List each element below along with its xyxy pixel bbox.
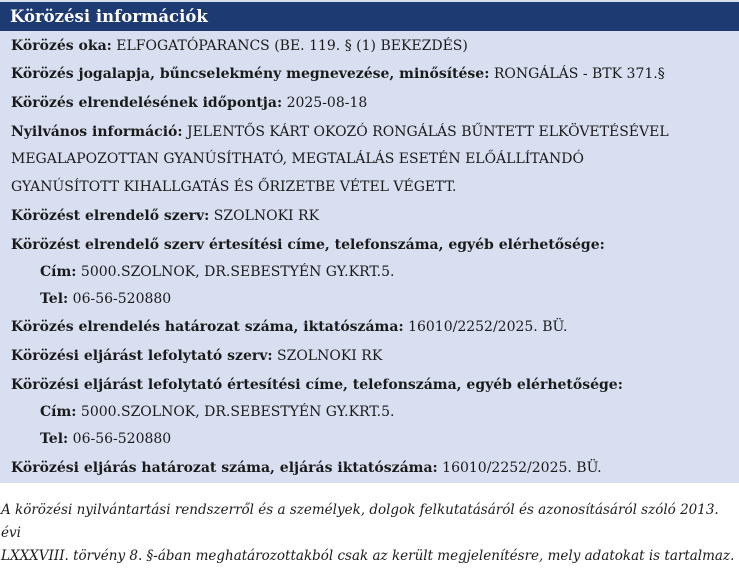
panel-title: Körözési információk [0, 2, 739, 31]
field-value: 5000.SZOLNOK, DR.SEBESTYÉN GY.KRT.5. [80, 264, 395, 280]
field-lefolytato-ertesitesi [11, 371, 731, 399]
field-label: Nyilvános információ: [11, 124, 183, 140]
field-value: 2025-08-18 [286, 95, 368, 111]
field-elrendelo-ertesitesi [11, 231, 731, 259]
field-idopont [11, 89, 731, 117]
footnote-line: A körözési nyilvántartási rendszerről és a személyek, dolgok felkutatásáról és azonosításáról szóló 2013. évi [1, 502, 719, 541]
field-nyilvanos-cont [11, 173, 731, 201]
legal-footnote [1, 499, 737, 568]
field-elrendelo-szerv [11, 202, 731, 230]
field-elrendelo-tel [40, 285, 739, 313]
field-value: 06-56-520880 [72, 291, 172, 307]
field-nyilvanos-cont [11, 145, 731, 173]
field-label: Körözés elrendelésének időpontja: [11, 95, 283, 111]
field-value-line: GYANÚSÍTOTT KIHALLGATÁS ÉS ŐRIZETBE VÉTEL VÉGETT. [11, 179, 457, 195]
field-label: Körözési eljárást lefolytató szerv: [11, 348, 273, 364]
field-label: Körözést elrendelő szerv: [11, 208, 210, 224]
field-label: Körözést elrendelő szerv értesítési címe, telefonszáma, egyéb elérhetősége: [11, 237, 605, 253]
field-value: SZOLNOKI RK [277, 348, 383, 364]
field-lefolytato-cim [40, 398, 739, 426]
field-value: 06-56-520880 [72, 431, 172, 447]
field-ok [11, 32, 731, 60]
field-label: Körözési eljárást lefolytató értesítési címe, telefonszáma, egyéb elérhetősége: [11, 377, 623, 393]
field-value: ELFOGATÓPARANCS (BE. 119. § (1) BEKEZDÉS) [116, 38, 468, 54]
field-label: Körözés jogalapja, bűncselekmény megnevezése, minősítése: [11, 66, 490, 82]
field-label: Körözés elrendelés határozat száma, iktatószáma: [11, 319, 404, 335]
field-value: 5000.SZOLNOK, DR.SEBESTYÉN GY.KRT.5. [80, 404, 395, 420]
field-hatarozat [11, 313, 731, 341]
field-label: Tel: [40, 291, 69, 307]
field-label: Körözési eljárás határozat száma, eljárás iktatószáma: [11, 460, 438, 476]
field-elrendelo-cim [40, 258, 739, 286]
field-value: SZOLNOKI RK [213, 208, 320, 224]
field-nyilvanos [11, 118, 731, 146]
field-jogalap [11, 60, 731, 88]
field-value-line: MEGALAPOZOTTAN GYANÚSÍTHATÓ, MEGTALÁLÁS ESETÉN ELŐÁLLÍTANDÓ [11, 151, 584, 167]
field-value: 16010/2252/2025. BÜ. [408, 319, 568, 335]
footnote-line: LXXXVIII. törvény 8. §-ában meghatározottakból csak az került megjelenítésre, mely adatokat is tartalmaz. [1, 548, 735, 564]
field-lefolytato-tel [40, 425, 739, 453]
field-value-line: JELENTŐS KÁRT OKOZÓ RONGÁLÁS BŰNTETT ELKÖVETÉSÉVEL [186, 124, 669, 140]
field-label: Körözés oka: [11, 38, 112, 54]
field-eljaras-hatarozat [11, 454, 731, 482]
field-label: Cím: [40, 264, 77, 280]
field-label: Tel: [40, 431, 69, 447]
field-lefolytato-szerv [11, 342, 731, 370]
field-value: 16010/2252/2025. BÜ. [442, 460, 602, 476]
field-value: RONGÁLÁS - BTK 371.§ [493, 66, 665, 82]
field-label: Cím: [40, 404, 77, 420]
